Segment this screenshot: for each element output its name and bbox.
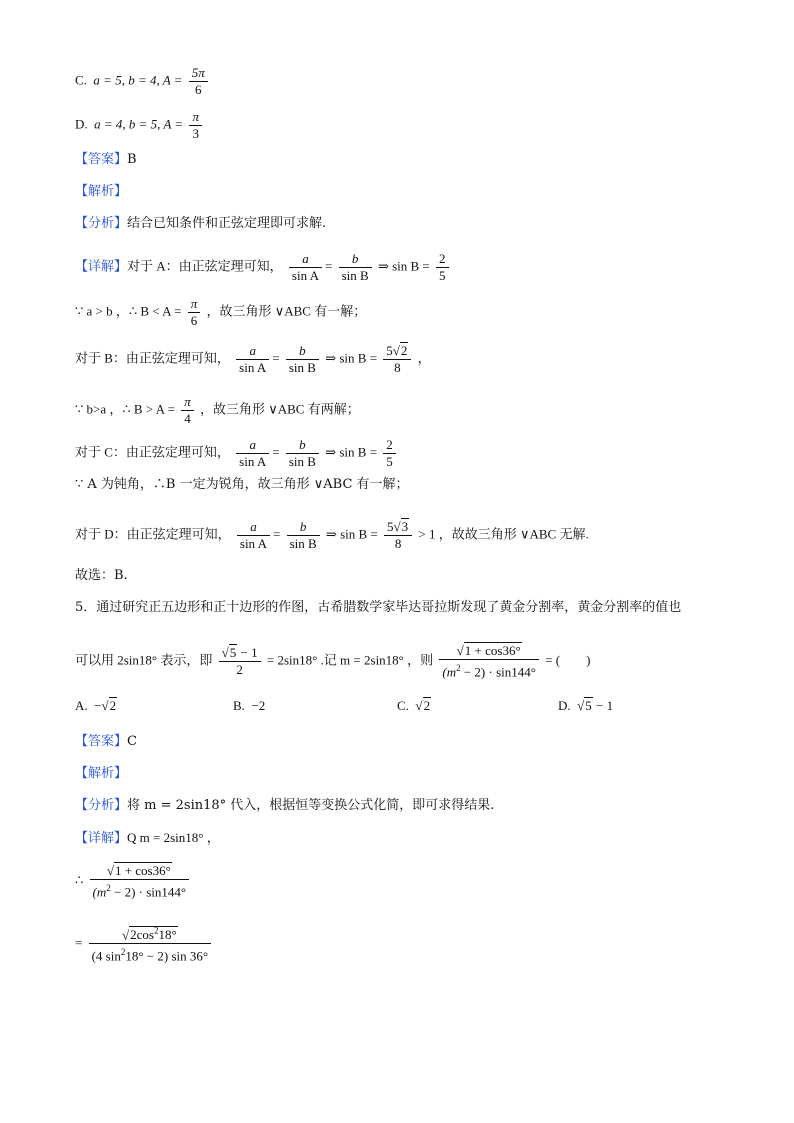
answer-line-2: 【答案】C [75,734,137,749]
analysis-tag-1: 【解析】 [75,184,128,199]
option-d-expr: a = 4, b = 5, A = [94,116,184,132]
detail-b-line: 对于 B：由正弦定理可知， $\frac{a}{\text{sin A}}$ = $\frac{b}{\text{sin B}}$ ⇒ sin B = $\frac{5√2}{8}$ ， [75,343,431,375]
detail-a-reason: ∵ a > b ，∴ B < A = $\frac{\pi}{6}$ ，故三角形 ∨ABC 有一解； [75,296,367,328]
q5-text-line2: 可以用 2sin18° 表示，即 $\frac{√5 - 1}{2}$ = 2sin18° .记 m = 2sin18° ，则 $\frac{√1 + \cos 36^\circ}{(m^2 - 2) \cdot \sin 144^\circ}$ = ( ) [75,643,591,680]
detail-c-reason: ∵ A 为钝角，∴B 一定为锐角，故三角形 ∨ABC 有一解； [75,477,409,492]
option-d: D. a = 4, b = 5, A = $\frac{\pi}{3}$ [75,110,205,141]
q5-option-d: D. √5 − 1 [558,698,614,713]
detail-a-line: 【详解】对于 A：由正弦定理可知， $\frac{a}{\text{sin A}}$ = $\frac{b}{\text{sin B}}$ ⇒ sin B = $\frac{2}{5}$ [75,252,452,283]
detail-c-line: 对于 C：由正弦定理可知， $\frac{a}{\text{sin A}}$ = $\frac{b}{\text{sin B}}$ ⇒ sin B = $\frac{2}{5}$ [75,438,399,469]
q5-text-line1: 5．通过研究正五边形和正十边形的作图，古希腊数学家毕达哥拉斯发现了黄金分割率，黄金分割率的值也 [75,600,682,615]
detail-d-line: 对于 D：由正弦定理可知， $\frac{a}{\text{sin A}}$ = $\frac{b}{\text{sin B}}$ ⇒ sin B = $\frac{5√3}{8}$ > 1 ，故故三角形 ∨ABC 无解. [75,519,589,551]
answer-line-1: 【答案】B [75,152,137,167]
q5-option-c: C. √2 [397,698,431,713]
option-c-expr: a = 5, b = 4, A = [93,72,183,88]
solution-step-1: ∴ $\frac{√1 + \cos 36^\circ}{(m^2 - 2) \cdot \sin 144^\circ}$ [75,864,192,899]
detail-b-reason: ∵ b>a ，∴ B > A = $\frac{\pi}{4}$ ，故三角形 ∨ABC 有两解； [75,394,360,426]
analysis-tag-2: 【解析】 [75,766,128,781]
fenxi-line-1: 【分析】结合已知条件和正弦定理即可求解. [75,216,327,231]
answer-tag: 【答案】 [75,152,128,167]
q5-option-b: B. −2 [233,698,266,713]
solution-step-2: = $\frac{√2\cos^218^\circ}{(4 \sin^218^\circ - 2) \sin 36^\circ}$ [75,924,214,964]
detail-line-2: 【详解】Q m = 2sin18° ， [75,830,220,845]
q5-option-a: A. −√2 [75,698,117,713]
fenxi-line-2: 【分析】将 m = 2sin18° 代入，根据恒等变换公式化简，即可求得结果. [75,798,495,813]
option-c: C. a = 5, b = 4, A = $\frac{5\pi}{6}$ [75,66,211,97]
choose-line-1: 故选：B. [75,568,128,583]
